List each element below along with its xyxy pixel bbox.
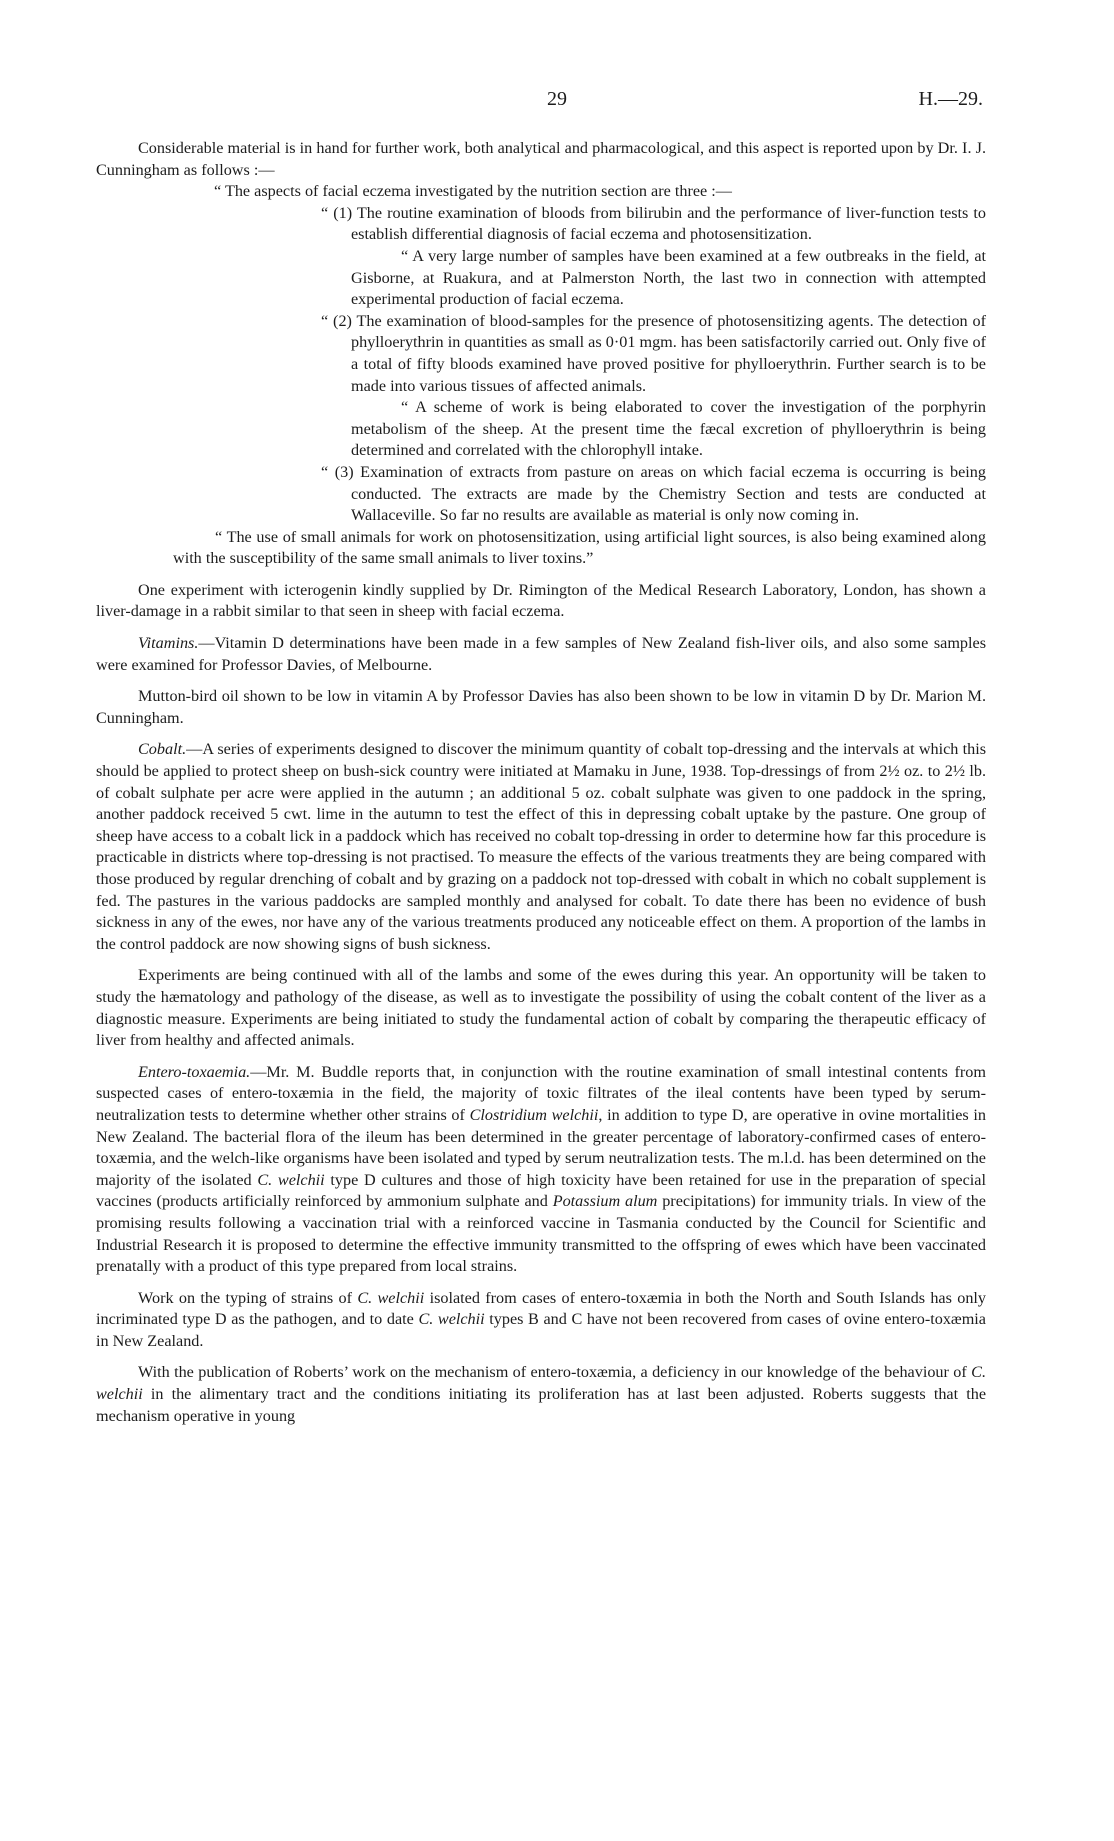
paragraph-intro: Considerable material is in hand for further work, both analytical and pharmacological, and this aspect is reported upon by Dr. I. J. Cunningham as follows :— (96, 139, 986, 179)
entero-text-b: , in addition to type D, are operative in ovine mortalities in New Zealand. The bacterial flora of the ileum has been determined in the greater percentage of laboratory-confirmed cases of entero-toxæmia, and the welch-like organisms have been isolated and typed by serum neutralization tests. The m.l.d. has been determined on the majority of the isolated (96, 1105, 986, 1189)
entero-text-c: type D cultures and those of high toxicity have been retained for use in the preparation of special vaccines (products artificially reinforced by ammonium sulphate and (96, 1170, 986, 1211)
quote-item-1: “ (1) The routine examination of bloods from bilirubin and the performance of liver-function tests to establish differential diagnosis of facial eczema and photosensitization. (321, 203, 986, 244)
quote-item-3: “ (3) Examination of extracts from pasture on areas on which facial eczema is occurring is being conducted. The extracts are made by the Chemistry Section and tests are conducted at Wallaceville. So far no results are available as material is only now coming in. (321, 462, 986, 525)
typing-text-c: types B and C have not been recovered from cases of ovine entero-toxæmia in New Zealand. (96, 1310, 986, 1350)
typing-text-a: Work on the typing of strains of (138, 1288, 358, 1307)
paragraph-roberts (96, 1362, 986, 1427)
paragraph-cobalt (96, 739, 986, 955)
entero-species-2: C. welchii (257, 1170, 325, 1189)
roberts-text-b: in the alimentary tract and the conditions initiating its proliferation has at last been adjusted. Roberts suggests that the mechanism operative in young (96, 1385, 986, 1425)
page-number: 29 (547, 88, 567, 110)
paragraph-typing (96, 1288, 986, 1353)
quote-intro: “ The aspects of facial eczema investigated by the nutrition section are three :— (214, 182, 732, 201)
paragraph-mutton-bird: Mutton-bird oil shown to be low in vitamin A by Professor Davies has also been shown to be low in vitamin D by Dr. Marion M. Cunningham. (96, 687, 986, 727)
quote-item-2: “ (2) The examination of blood-samples for the presence of photosensitizing agents. The detection of phylloerythrin in quantities as small as 0·01 mgm. has been satisfactorily carried out. Only five of a total of fifty bloods examined have proved positive for phylloerythrin. Further search is to be made into various tissues of affected animals. (321, 311, 986, 395)
cobalt-heading: Cobalt. (138, 740, 187, 759)
typing-text-b: isolated from cases of entero-toxæmia in both the North and South Islands has only incriminated type D as the pathogen, and to date (96, 1288, 987, 1329)
typing-species-1: C. welchii (357, 1288, 425, 1307)
body-text (96, 138, 986, 1427)
paragraph-icterogenin: One experiment with icterogenin kindly supplied by Dr. Rimington of the Medical Research Laboratory, London, has shown a liver-damage in a rabbit similar to that seen in sheep with facial eczema. (96, 580, 986, 621)
vitamins-heading: Vitamins. (138, 634, 199, 653)
quote-item-2-detail: “ A scheme of work is being elaborated to cover the investigation of the porphyrin metabolism of the sheep. At the present time the fæcal excretion of phylloerythrin is being determined and correlated with the chlorophyll intake. (351, 398, 986, 460)
entero-text-d: precipitations) for immunity trials. In view of the promising results following a vaccination trial with a reinforced vaccine in Tasmania conducted by the Council for Scientific and Industrial Research it is proposed to determine the effective immunity transmitted to the offspring of ewes which have been vaccinated prenatally with a product of this type prepared from local strains. (96, 1192, 986, 1276)
typing-species-2: C. welchii (418, 1310, 485, 1329)
entero-species-1: Clostridium welchii (469, 1105, 599, 1124)
roberts-text-a: With the publication of Roberts’ work on the mechanism of entero-toxæmia, a deficiency in our knowledge of the behaviour of (138, 1363, 972, 1382)
quote-closing: “ The use of small animals for work on photosensitization, using artificial light sources, is also being examined along with the susceptibility of the same small animals to liver toxins.” (173, 527, 986, 568)
roberts-species: C. welchii (96, 1363, 986, 1404)
entero-heading: Entero-toxaemia. (138, 1062, 251, 1081)
vitamins-text: —Vitamin D determinations have been made in a few samples of New Zealand fish-liver oils, and also some samples were examined for Professor Davies, of Melbourne. (96, 634, 986, 674)
quote-item-1-detail: “ A very large number of samples have been examined at a few outbreaks in the field, at Gisborne, at Ruakura, and at Palmerston North, the last two in connection with attempted experimental production of facial eczema. (351, 246, 986, 309)
paragraph-vitamins (96, 633, 986, 676)
paragraph-entero-toxaemia (96, 1062, 986, 1278)
cobalt-text: —A series of experiments designed to discover the minimum quantity of cobalt top-dressing and the intervals at which this should be applied to protect sheep on bush-sick country were initiated at Mamaku in June, 1938. Top-dressings of from 2½ oz. to 2½ lb. of cobalt sulphate per acre were applied in the autumn ; an additional 5 oz. cobalt sulphate was given to one paddock in the spring, another paddock received 5 cwt. lime in the autumn to test the effect of this in depressing cobalt uptake by the pasture. One group of sheep have access to a cobalt lick in a paddock which has received no cobalt top-dressing in order to determine how far this procedure is practicable in districts where top-dressing is not practised. To measure the effects of the various treatments they are being compared with those produced by regular drenching of cobalt and by grazing on a paddock not top-dressed with cobalt in which no cobalt supplement is fed. The pastures in the various paddocks are sampled monthly and analysed for cobalt. To date there has been no evidence of bush sickness in any of the ewes, nor have any of the various treatments produced any noticeable effect on them. A proportion of the lambs in the control paddock are now showing signs of bush sickness. (96, 740, 986, 953)
paragraph-experiments: Experiments are being continued with all of the lambs and some of the ewes during this year. An opportunity will be taken to study the hæmatology and pathology of the disease, as well as to investigate the possibility of using the cobalt content of the liver as a diagnostic measure. Experiments are being initiated to study the fundamental action of cobalt by comparing the therapeutic efficacy of liver from healthy and affected animals. (96, 966, 986, 1050)
entero-reagent: Potassium alum (552, 1192, 658, 1211)
entero-text-a: —Mr. M. Buddle reports that, in conjunction with the routine examination of small intestinal contents from suspected cases of entero-toxæmia in the field, the majority of toxic filtrates of the ileal contents have been typed by serum-neutralization tests to determine whether other strains of (96, 1062, 986, 1124)
document-reference: H.—29. (918, 88, 983, 110)
